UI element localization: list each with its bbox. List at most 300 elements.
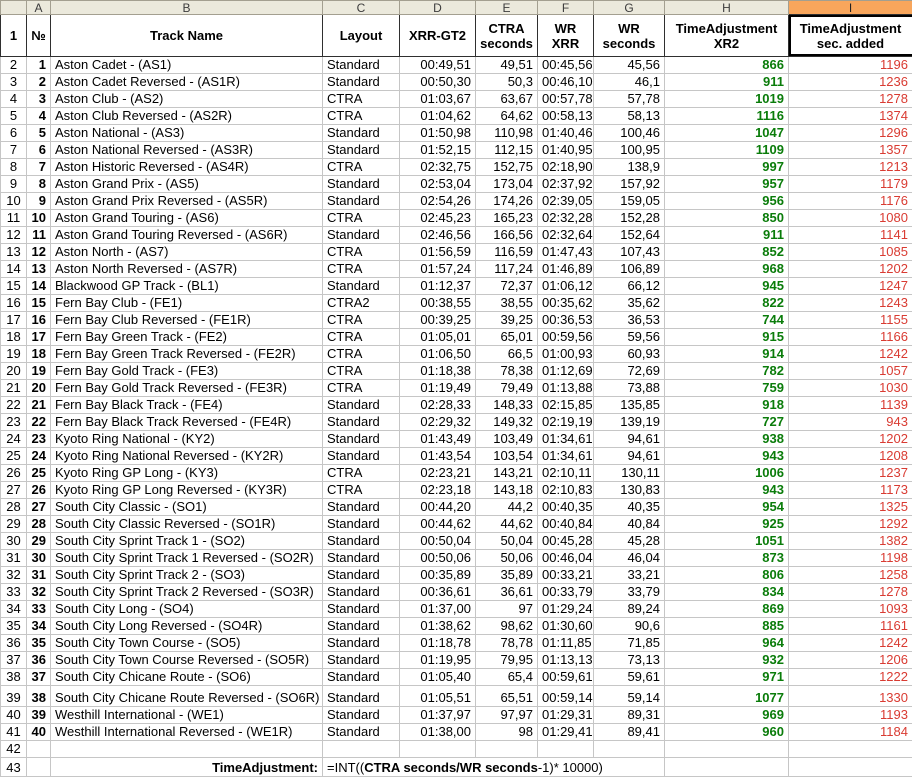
cell-B8[interactable]: Aston Historic Reversed - (AS4R): [51, 159, 323, 176]
cell-E32[interactable]: 35,89: [476, 567, 538, 584]
cell-E9[interactable]: 173,04: [476, 176, 538, 193]
column-header-F[interactable]: F: [538, 1, 594, 15]
cell-A3[interactable]: 2: [27, 74, 51, 91]
cell-F21[interactable]: 01:13,88: [538, 380, 594, 397]
cell-I35[interactable]: 1161: [789, 618, 912, 635]
cell-A15[interactable]: 14: [27, 278, 51, 295]
header-cell-E1[interactable]: CTRA seconds: [476, 15, 538, 57]
cell-H26[interactable]: 1006: [665, 465, 789, 482]
cell-I21[interactable]: 1030: [789, 380, 912, 397]
cell-C20[interactable]: CTRA: [323, 363, 400, 380]
cell-E40[interactable]: 97,97: [476, 707, 538, 724]
cell-I32[interactable]: 1258: [789, 567, 912, 584]
cell-E3[interactable]: 50,3: [476, 74, 538, 91]
cell-A2[interactable]: 1: [27, 57, 51, 74]
cell-B11[interactable]: Aston Grand Touring - (AS6): [51, 210, 323, 227]
cell-I33[interactable]: 1278: [789, 584, 912, 601]
cell-C3[interactable]: Standard: [323, 74, 400, 91]
cell-G2[interactable]: 45,56: [594, 57, 665, 74]
cell-G13[interactable]: 107,43: [594, 244, 665, 261]
cell-E19[interactable]: 66,5: [476, 346, 538, 363]
cell-F42[interactable]: [538, 741, 594, 758]
cell-H43[interactable]: [665, 758, 789, 777]
cell-F18[interactable]: 00:59,56: [538, 329, 594, 346]
column-header-I[interactable]: I: [789, 1, 912, 15]
cell-C8[interactable]: CTRA: [323, 159, 400, 176]
cell-D35[interactable]: 01:38,62: [400, 618, 476, 635]
row-header-14[interactable]: 14: [1, 261, 27, 278]
header-cell-B1[interactable]: Track Name: [51, 15, 323, 57]
cell-B2[interactable]: Aston Cadet - (AS1): [51, 57, 323, 74]
cell-D34[interactable]: 01:37,00: [400, 601, 476, 618]
row-header-18[interactable]: 18: [1, 329, 27, 346]
cell-H42[interactable]: [665, 741, 789, 758]
cell-C34[interactable]: Standard: [323, 601, 400, 618]
cell-D15[interactable]: 01:12,37: [400, 278, 476, 295]
cell-G41[interactable]: 89,41: [594, 724, 665, 741]
cell-E17[interactable]: 39,25: [476, 312, 538, 329]
cell-A26[interactable]: 25: [27, 465, 51, 482]
header-cell-H1[interactable]: TimeAdjustment XR2: [665, 15, 789, 57]
row-header-2[interactable]: 2: [1, 57, 27, 74]
cell-H5[interactable]: 1116: [665, 108, 789, 125]
cell-C2[interactable]: Standard: [323, 57, 400, 74]
cell-C28[interactable]: Standard: [323, 499, 400, 516]
cell-H18[interactable]: 915: [665, 329, 789, 346]
cell-B14[interactable]: Aston North Reversed - (AS7R): [51, 261, 323, 278]
cell-D18[interactable]: 01:05,01: [400, 329, 476, 346]
row-header-19[interactable]: 19: [1, 346, 27, 363]
row-header-30[interactable]: 30: [1, 533, 27, 550]
row-header-13[interactable]: 13: [1, 244, 27, 261]
column-header-G[interactable]: G: [594, 1, 665, 15]
cell-D32[interactable]: 00:35,89: [400, 567, 476, 584]
cell-B15[interactable]: Blackwood GP Track - (BL1): [51, 278, 323, 295]
cell-I6[interactable]: 1296: [789, 125, 912, 142]
cell-C33[interactable]: Standard: [323, 584, 400, 601]
cell-B21[interactable]: Fern Bay Gold Track Reversed - (FE3R): [51, 380, 323, 397]
cell-F35[interactable]: 01:30,60: [538, 618, 594, 635]
cell-G17[interactable]: 36,53: [594, 312, 665, 329]
cell-H32[interactable]: 806: [665, 567, 789, 584]
cell-I37[interactable]: 1206: [789, 652, 912, 669]
cell-E13[interactable]: 116,59: [476, 244, 538, 261]
cell-B27[interactable]: Kyoto Ring GP Long Reversed - (KY3R): [51, 482, 323, 499]
row-header-33[interactable]: 33: [1, 584, 27, 601]
cell-F29[interactable]: 00:40,84: [538, 516, 594, 533]
cell-I4[interactable]: 1278: [789, 91, 912, 108]
cell-H27[interactable]: 943: [665, 482, 789, 499]
cell-B22[interactable]: Fern Bay Black Track - (FE4): [51, 397, 323, 414]
cell-E25[interactable]: 103,54: [476, 448, 538, 465]
cell-C22[interactable]: Standard: [323, 397, 400, 414]
cell-I39[interactable]: 1330: [789, 686, 912, 707]
column-header-D[interactable]: D: [400, 1, 476, 15]
row-header-7[interactable]: 7: [1, 142, 27, 159]
cell-A14[interactable]: 13: [27, 261, 51, 278]
cell-B38[interactable]: South City Chicane Route - (SO6): [51, 669, 323, 686]
cell-I43[interactable]: [789, 758, 912, 777]
cell-C16[interactable]: CTRA2: [323, 295, 400, 312]
cell-C18[interactable]: CTRA: [323, 329, 400, 346]
cell-C12[interactable]: Standard: [323, 227, 400, 244]
cell-D42[interactable]: [400, 741, 476, 758]
cell-D30[interactable]: 00:50,04: [400, 533, 476, 550]
cell-A43[interactable]: [27, 758, 51, 777]
cell-F3[interactable]: 00:46,10: [538, 74, 594, 91]
cell-G9[interactable]: 157,92: [594, 176, 665, 193]
cell-A23[interactable]: 22: [27, 414, 51, 431]
row-header-17[interactable]: 17: [1, 312, 27, 329]
row-header-38[interactable]: 38: [1, 669, 27, 686]
cell-H24[interactable]: 938: [665, 431, 789, 448]
cell-G28[interactable]: 40,35: [594, 499, 665, 516]
cell-B6[interactable]: Aston National - (AS3): [51, 125, 323, 142]
cell-G5[interactable]: 58,13: [594, 108, 665, 125]
cell-B30[interactable]: South City Sprint Track 1 - (SO2): [51, 533, 323, 550]
cell-H9[interactable]: 957: [665, 176, 789, 193]
cell-G37[interactable]: 73,13: [594, 652, 665, 669]
cell-A8[interactable]: 7: [27, 159, 51, 176]
cell-G36[interactable]: 71,85: [594, 635, 665, 652]
cell-I2[interactable]: 1196: [789, 57, 912, 74]
cell-A36[interactable]: 35: [27, 635, 51, 652]
row-header-42[interactable]: 42: [1, 741, 27, 758]
cell-E8[interactable]: 152,75: [476, 159, 538, 176]
cell-E35[interactable]: 98,62: [476, 618, 538, 635]
cell-G6[interactable]: 100,46: [594, 125, 665, 142]
cell-F8[interactable]: 02:18,90: [538, 159, 594, 176]
cell-I20[interactable]: 1057: [789, 363, 912, 380]
row-header-20[interactable]: 20: [1, 363, 27, 380]
cell-E41[interactable]: 98: [476, 724, 538, 741]
cell-B39[interactable]: South City Chicane Route Reversed - (SO6R): [51, 686, 323, 707]
cell-I7[interactable]: 1357: [789, 142, 912, 159]
cell-G10[interactable]: 159,05: [594, 193, 665, 210]
cell-H11[interactable]: 850: [665, 210, 789, 227]
cell-B37[interactable]: South City Town Course Reversed - (SO5R): [51, 652, 323, 669]
cell-C5[interactable]: CTRA: [323, 108, 400, 125]
cell-E11[interactable]: 165,23: [476, 210, 538, 227]
cell-H36[interactable]: 964: [665, 635, 789, 652]
cell-A4[interactable]: 3: [27, 91, 51, 108]
cell-E14[interactable]: 117,24: [476, 261, 538, 278]
cell-I13[interactable]: 1085: [789, 244, 912, 261]
row-header-3[interactable]: 3: [1, 74, 27, 91]
row-header-41[interactable]: 41: [1, 724, 27, 741]
cell-C32[interactable]: Standard: [323, 567, 400, 584]
cell-F10[interactable]: 02:39,05: [538, 193, 594, 210]
cell-C13[interactable]: CTRA: [323, 244, 400, 261]
cell-G11[interactable]: 152,28: [594, 210, 665, 227]
cell-H10[interactable]: 956: [665, 193, 789, 210]
cell-B20[interactable]: Fern Bay Gold Track - (FE3): [51, 363, 323, 380]
cell-F6[interactable]: 01:40,46: [538, 125, 594, 142]
cell-B24[interactable]: Kyoto Ring National - (KY2): [51, 431, 323, 448]
cell-E4[interactable]: 63,67: [476, 91, 538, 108]
row-header-26[interactable]: 26: [1, 465, 27, 482]
cell-B31[interactable]: South City Sprint Track 1 Reversed - (SO2R): [51, 550, 323, 567]
cell-C26[interactable]: CTRA: [323, 465, 400, 482]
cell-G16[interactable]: 35,62: [594, 295, 665, 312]
row-header-32[interactable]: 32: [1, 567, 27, 584]
cell-F31[interactable]: 00:46,04: [538, 550, 594, 567]
cell-D16[interactable]: 00:38,55: [400, 295, 476, 312]
cell-A33[interactable]: 32: [27, 584, 51, 601]
cell-I10[interactable]: 1176: [789, 193, 912, 210]
cell-A25[interactable]: 24: [27, 448, 51, 465]
cell-B9[interactable]: Aston Grand Prix - (AS5): [51, 176, 323, 193]
cell-F37[interactable]: 01:13,13: [538, 652, 594, 669]
cell-D33[interactable]: 00:36,61: [400, 584, 476, 601]
column-header-A[interactable]: A: [27, 1, 51, 15]
cell-E12[interactable]: 166,56: [476, 227, 538, 244]
cell-D27[interactable]: 02:23,18: [400, 482, 476, 499]
cell-C9[interactable]: Standard: [323, 176, 400, 193]
cell-G38[interactable]: 59,61: [594, 669, 665, 686]
cell-F17[interactable]: 00:36,53: [538, 312, 594, 329]
cell-F4[interactable]: 00:57,78: [538, 91, 594, 108]
cell-I12[interactable]: 1141: [789, 227, 912, 244]
row-header-39[interactable]: 39: [1, 686, 27, 707]
cell-D3[interactable]: 00:50,30: [400, 74, 476, 91]
cell-A39[interactable]: 38: [27, 686, 51, 707]
cell-D31[interactable]: 00:50,06: [400, 550, 476, 567]
cell-I3[interactable]: 1236: [789, 74, 912, 91]
cell-A27[interactable]: 26: [27, 482, 51, 499]
cell-F22[interactable]: 02:15,85: [538, 397, 594, 414]
cell-D39[interactable]: 01:05,51: [400, 686, 476, 707]
cell-G35[interactable]: 90,6: [594, 618, 665, 635]
row-header-9[interactable]: 9: [1, 176, 27, 193]
cell-E22[interactable]: 148,33: [476, 397, 538, 414]
cell-C15[interactable]: Standard: [323, 278, 400, 295]
cell-A7[interactable]: 6: [27, 142, 51, 159]
cell-D25[interactable]: 01:43,54: [400, 448, 476, 465]
cell-I18[interactable]: 1166: [789, 329, 912, 346]
cell-B32[interactable]: South City Sprint Track 2 - (SO3): [51, 567, 323, 584]
cell-F13[interactable]: 01:47,43: [538, 244, 594, 261]
cell-B28[interactable]: South City Classic - (SO1): [51, 499, 323, 516]
cell-B12[interactable]: Aston Grand Touring Reversed - (AS6R): [51, 227, 323, 244]
cell-C39[interactable]: Standard: [323, 686, 400, 707]
cell-H28[interactable]: 954: [665, 499, 789, 516]
cell-F9[interactable]: 02:37,92: [538, 176, 594, 193]
cell-C14[interactable]: CTRA: [323, 261, 400, 278]
row-header-15[interactable]: 15: [1, 278, 27, 295]
cell-G23[interactable]: 139,19: [594, 414, 665, 431]
cell-A17[interactable]: 16: [27, 312, 51, 329]
cell-D26[interactable]: 02:23,21: [400, 465, 476, 482]
cell-C35[interactable]: Standard: [323, 618, 400, 635]
cell-G26[interactable]: 130,11: [594, 465, 665, 482]
cell-G31[interactable]: 46,04: [594, 550, 665, 567]
row-header-5[interactable]: 5: [1, 108, 27, 125]
cell-A10[interactable]: 9: [27, 193, 51, 210]
cell-D38[interactable]: 01:05,40: [400, 669, 476, 686]
cell-A37[interactable]: 36: [27, 652, 51, 669]
cell-C24[interactable]: Standard: [323, 431, 400, 448]
cell-F34[interactable]: 01:29,24: [538, 601, 594, 618]
cell-A18[interactable]: 17: [27, 329, 51, 346]
cell-D6[interactable]: 01:50,98: [400, 125, 476, 142]
cell-H8[interactable]: 997: [665, 159, 789, 176]
cell-H37[interactable]: 932: [665, 652, 789, 669]
cell-D41[interactable]: 01:38,00: [400, 724, 476, 741]
cell-F24[interactable]: 01:34,61: [538, 431, 594, 448]
cell-H23[interactable]: 727: [665, 414, 789, 431]
cell-A19[interactable]: 18: [27, 346, 51, 363]
cell-H30[interactable]: 1051: [665, 533, 789, 550]
cell-D7[interactable]: 01:52,15: [400, 142, 476, 159]
column-header-E[interactable]: E: [476, 1, 538, 15]
row-header-43[interactable]: 43: [1, 758, 27, 777]
cell-B19[interactable]: Fern Bay Green Track Reversed - (FE2R): [51, 346, 323, 363]
cell-G25[interactable]: 94,61: [594, 448, 665, 465]
column-header-C[interactable]: C: [323, 1, 400, 15]
cell-I42[interactable]: [789, 741, 912, 758]
cell-F27[interactable]: 02:10,83: [538, 482, 594, 499]
select-all-corner[interactable]: [1, 1, 27, 15]
cell-G4[interactable]: 57,78: [594, 91, 665, 108]
cell-H40[interactable]: 969: [665, 707, 789, 724]
cell-D2[interactable]: 00:49,51: [400, 57, 476, 74]
cell-I23[interactable]: 943: [789, 414, 912, 431]
header-cell-F1[interactable]: WR XRR: [538, 15, 594, 57]
cell-B41[interactable]: Westhill International Reversed - (WE1R): [51, 724, 323, 741]
row-header-35[interactable]: 35: [1, 618, 27, 635]
cell-B42[interactable]: [51, 741, 323, 758]
cell-F33[interactable]: 00:33,79: [538, 584, 594, 601]
cell-H4[interactable]: 1019: [665, 91, 789, 108]
cell-E15[interactable]: 72,37: [476, 278, 538, 295]
cell-F15[interactable]: 01:06,12: [538, 278, 594, 295]
cell-B26[interactable]: Kyoto Ring GP Long - (KY3): [51, 465, 323, 482]
cell-E2[interactable]: 49,51: [476, 57, 538, 74]
cell-D19[interactable]: 01:06,50: [400, 346, 476, 363]
cell-E27[interactable]: 143,18: [476, 482, 538, 499]
cell-B4[interactable]: Aston Club - (AS2): [51, 91, 323, 108]
cell-G7[interactable]: 100,95: [594, 142, 665, 159]
cell-A35[interactable]: 34: [27, 618, 51, 635]
cell-I28[interactable]: 1325: [789, 499, 912, 516]
cell-D12[interactable]: 02:46,56: [400, 227, 476, 244]
cell-D10[interactable]: 02:54,26: [400, 193, 476, 210]
cell-B10[interactable]: Aston Grand Prix Reversed - (AS5R): [51, 193, 323, 210]
cell-F38[interactable]: 00:59,61: [538, 669, 594, 686]
cell-F36[interactable]: 01:11,85: [538, 635, 594, 652]
cell-C30[interactable]: Standard: [323, 533, 400, 550]
cell-C6[interactable]: Standard: [323, 125, 400, 142]
cell-F25[interactable]: 01:34,61: [538, 448, 594, 465]
cell-I36[interactable]: 1242: [789, 635, 912, 652]
cell-B5[interactable]: Aston Club Reversed - (AS2R): [51, 108, 323, 125]
row-header-11[interactable]: 11: [1, 210, 27, 227]
cell-E21[interactable]: 79,49: [476, 380, 538, 397]
header-cell-G1[interactable]: WR seconds: [594, 15, 665, 57]
cell-A12[interactable]: 11: [27, 227, 51, 244]
cell-C29[interactable]: Standard: [323, 516, 400, 533]
cell-D13[interactable]: 01:56,59: [400, 244, 476, 261]
cell-I11[interactable]: 1080: [789, 210, 912, 227]
cell-F26[interactable]: 02:10,11: [538, 465, 594, 482]
cell-F19[interactable]: 01:00,93: [538, 346, 594, 363]
cell-I29[interactable]: 1292: [789, 516, 912, 533]
cell-H15[interactable]: 945: [665, 278, 789, 295]
cell-I17[interactable]: 1155: [789, 312, 912, 329]
cell-F16[interactable]: 00:35,62: [538, 295, 594, 312]
cell-A21[interactable]: 20: [27, 380, 51, 397]
cell-H19[interactable]: 914: [665, 346, 789, 363]
cell-B33[interactable]: South City Sprint Track 2 Reversed - (SO3R): [51, 584, 323, 601]
cell-B17[interactable]: Fern Bay Club Reversed - (FE1R): [51, 312, 323, 329]
cell-C27[interactable]: CTRA: [323, 482, 400, 499]
row-header-28[interactable]: 28: [1, 499, 27, 516]
cell-B3[interactable]: Aston Cadet Reversed - (AS1R): [51, 74, 323, 91]
cell-A6[interactable]: 5: [27, 125, 51, 142]
cell-I19[interactable]: 1242: [789, 346, 912, 363]
cell-F39[interactable]: 00:59,14: [538, 686, 594, 707]
cell-G18[interactable]: 59,56: [594, 329, 665, 346]
cell-G30[interactable]: 45,28: [594, 533, 665, 550]
cell-H21[interactable]: 759: [665, 380, 789, 397]
cell-D14[interactable]: 01:57,24: [400, 261, 476, 278]
row-header-4[interactable]: 4: [1, 91, 27, 108]
cell-H31[interactable]: 873: [665, 550, 789, 567]
cell-D24[interactable]: 01:43,49: [400, 431, 476, 448]
cell-I30[interactable]: 1382: [789, 533, 912, 550]
cell-C25[interactable]: Standard: [323, 448, 400, 465]
cell-I34[interactable]: 1093: [789, 601, 912, 618]
cell-D21[interactable]: 01:19,49: [400, 380, 476, 397]
cell-G8[interactable]: 138,9: [594, 159, 665, 176]
cell-C7[interactable]: Standard: [323, 142, 400, 159]
cell-A31[interactable]: 30: [27, 550, 51, 567]
row-header-36[interactable]: 36: [1, 635, 27, 652]
cell-I14[interactable]: 1202: [789, 261, 912, 278]
cell-A38[interactable]: 37: [27, 669, 51, 686]
cell-H7[interactable]: 1109: [665, 142, 789, 159]
cell-E29[interactable]: 44,62: [476, 516, 538, 533]
cell-D36[interactable]: 01:18,78: [400, 635, 476, 652]
cell-A22[interactable]: 21: [27, 397, 51, 414]
cell-E33[interactable]: 36,61: [476, 584, 538, 601]
cell-B23[interactable]: Fern Bay Black Track Reversed - (FE4R): [51, 414, 323, 431]
row-header-27[interactable]: 27: [1, 482, 27, 499]
timeadjustment-label-cell[interactable]: TimeAdjustment:: [51, 758, 323, 777]
cell-I5[interactable]: 1374: [789, 108, 912, 125]
cell-A34[interactable]: 33: [27, 601, 51, 618]
cell-G15[interactable]: 66,12: [594, 278, 665, 295]
cell-G39[interactable]: 59,14: [594, 686, 665, 707]
cell-I38[interactable]: 1222: [789, 669, 912, 686]
cell-I26[interactable]: 1237: [789, 465, 912, 482]
cell-I15[interactable]: 1247: [789, 278, 912, 295]
cell-C40[interactable]: Standard: [323, 707, 400, 724]
cell-I24[interactable]: 1202: [789, 431, 912, 448]
timeadjustment-formula-cell[interactable]: [323, 758, 665, 777]
cell-E24[interactable]: 103,49: [476, 431, 538, 448]
cell-D9[interactable]: 02:53,04: [400, 176, 476, 193]
cell-F20[interactable]: 01:12,69: [538, 363, 594, 380]
cell-C19[interactable]: CTRA: [323, 346, 400, 363]
cell-A13[interactable]: 12: [27, 244, 51, 261]
cell-C42[interactable]: [323, 741, 400, 758]
cell-F23[interactable]: 02:19,19: [538, 414, 594, 431]
cell-B25[interactable]: Kyoto Ring National Reversed - (KY2R): [51, 448, 323, 465]
cell-C21[interactable]: CTRA: [323, 380, 400, 397]
cell-H2[interactable]: 866: [665, 57, 789, 74]
